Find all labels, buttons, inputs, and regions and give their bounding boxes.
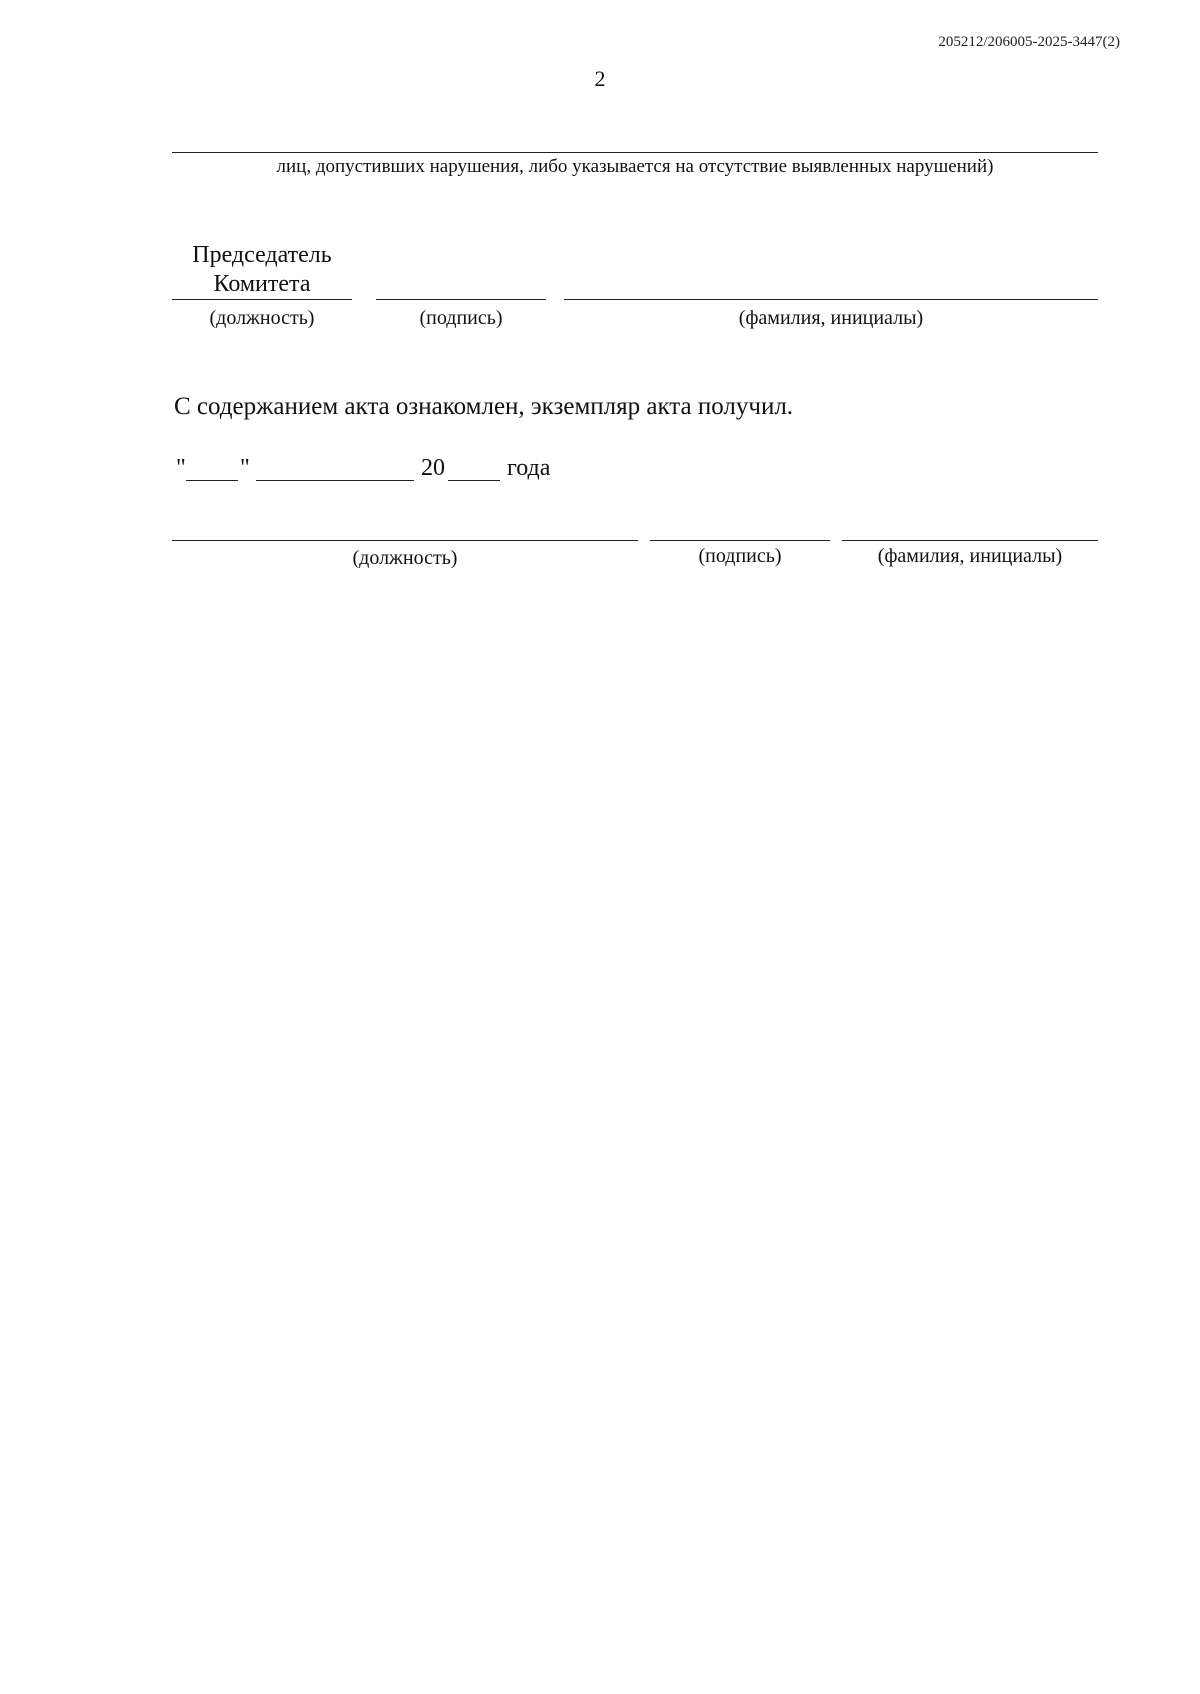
signature-line [376, 299, 546, 300]
recipient-name-label: (фамилия, инициалы) [877, 545, 1063, 567]
position-line [172, 299, 352, 300]
position-label: (должность) [209, 307, 315, 329]
recipient-signature-line [650, 540, 830, 541]
position-title-line2: Комитета [213, 271, 311, 297]
recipient-position-line [172, 540, 638, 541]
signature-label: (подпись) [419, 307, 503, 329]
page-number: 2 [594, 66, 606, 91]
recipient-position-label: (должность) [352, 547, 458, 569]
recipient-signature-label: (подпись) [698, 545, 782, 567]
date-month-blank [256, 480, 414, 481]
name-label: (фамилия, инициалы) [738, 307, 924, 329]
date-century: 20 [421, 455, 445, 481]
acknowledgement-statement: С содержанием акта ознакомлен, экземпляр акта получил. [174, 393, 794, 420]
position-title-line1: Председатель [192, 242, 332, 268]
date-day-blank [186, 480, 238, 481]
violations-caption: лиц, допустивших нарушения, либо указывается на отсутствие выявленных нарушений) [276, 156, 994, 177]
recipient-name-line [842, 540, 1098, 541]
divider-line [172, 152, 1098, 153]
date-year-word: года [507, 455, 551, 481]
name-line [564, 299, 1098, 300]
date-open-quote: " [176, 455, 186, 481]
document-number: 205212/206005-2025-3447(2) [938, 34, 1120, 50]
date-close-quote: " [240, 455, 250, 481]
date-year-blank [448, 480, 500, 481]
